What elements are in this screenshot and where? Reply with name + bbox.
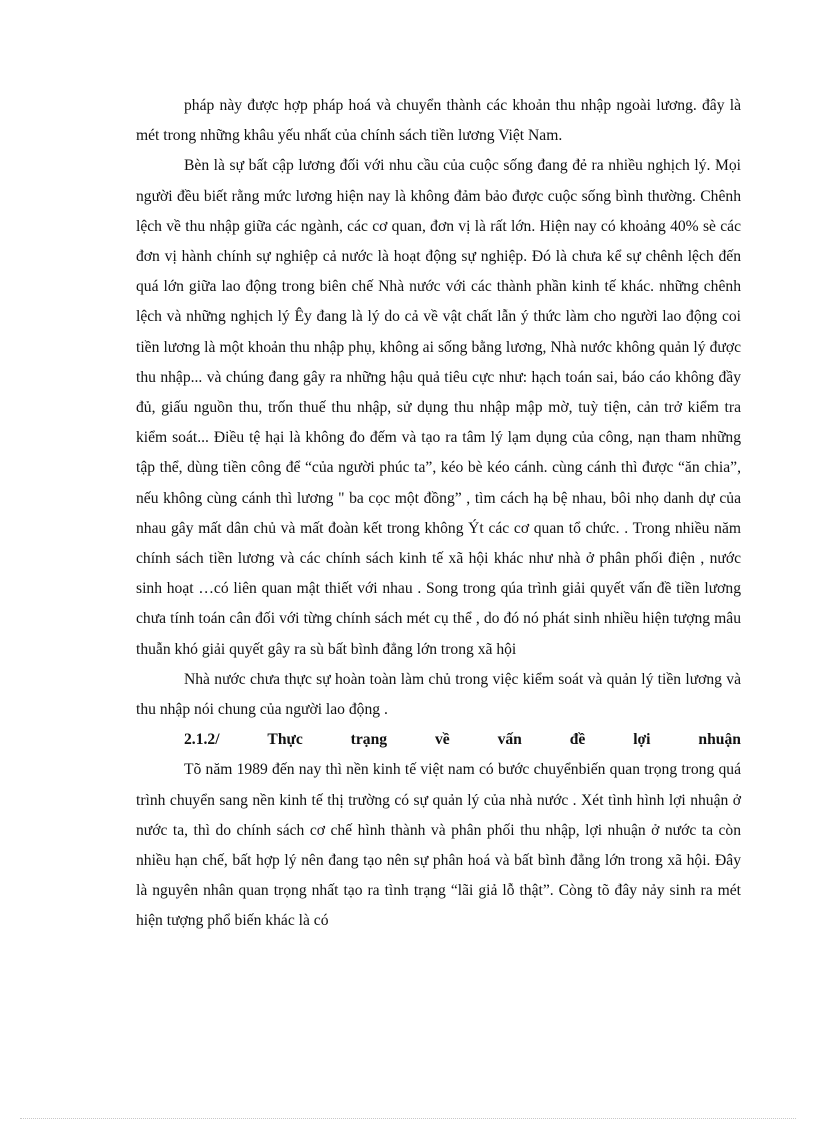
heading-word: vấn bbox=[497, 731, 522, 749]
paragraph-4: Tõ năm 1989 đến nay thì nền kinh tế việt nam có bước chuyểnbiến quan trọng trong quá trình chuyển sang nền kinh tế thị trường có sự quản lý của nhà nước . Xét tình hình lợi nhuận ở nước ta, thì do chính sách cơ chế hình thành và phân phối thu nhập, lợi nhuận ở nước ta còn nhiều hạn chế, bất hợp lý nên đang tạo nên sự phân hoá và bất bình đẳng lớn trong xã hội. Đây là nguyên nhân quan trọng nhất tạo ra tình trạng “lãi giả lỗ thật”. Còng tõ đây nảy sinh ra mét hiện tượng phổ biến khác là có bbox=[136, 761, 741, 930]
document-body bbox=[136, 91, 741, 937]
paragraph-3: Nhà nước chưa thực sự hoàn toàn làm chủ trong việc kiểm soát và quản lý tiền lương và thu nhập nói chung của người lao động . bbox=[136, 670, 741, 719]
heading-word: về bbox=[434, 731, 450, 749]
heading-word: Thực bbox=[267, 731, 303, 749]
section-heading bbox=[136, 725, 741, 755]
heading-word: nhuận bbox=[698, 731, 741, 749]
heading-word: lợi bbox=[633, 731, 651, 749]
page-bottom-border bbox=[20, 1118, 796, 1119]
heading-word: đề bbox=[569, 731, 586, 749]
heading-word: trạng bbox=[350, 731, 388, 749]
paragraph-1: pháp này được hợp pháp hoá và chuyển thành các khoản thu nhập ngoài lương. đây là mét trong những khâu yếu nhất của chính sách tiền lương Việt Nam. bbox=[136, 97, 741, 145]
paragraph-2: Bèn là sự bất cập lương đối với nhu cầu của cuộc sống đang đẻ ra nhiều nghịch lý. Mọi người đều biết rằng mức lương hiện nay là không đảm bảo được cuộc sống bình thường. Chênh lệch về thu nhập giữa các ngành, các cơ quan, đơn vị là rất lớn. Hiện nay có khoảng 40% sè các đơn vị hành chính sự nghiệp cả nước là hoạt động sự nghiệp. Đó là chưa kể sự chênh lệch đến quá lớn giữa lao động trong biên chế Nhà nước với các thành phần kinh tế khác. những chênh lệch và những nghịch lý Êy đang là lý do cả về vật chất lẫn ý thức làm cho người lao động coi tiền lương là một khoản thu nhập phụ, không ai sống bằng lương, Nhà nước không quản lý được thu nhập... và chúng đang gây ra những hậu quả tiêu cực như: hạch toán sai, báo cáo không đầy đủ, giấu nguồn thu, trốn thuế thu nhập, sử dụng thu nhập mập mờ, tuỳ tiện, cản trở kiểm tra kiểm soát... Điều tệ hại là không đo đếm và tạo ra tâm lý lạm dụng của công, nạn tham những tập thể, dùng tiền công để “của người phúc ta”, kéo bè kéo cánh. cùng cánh thì được “ăn chia”, nếu không cùng cánh thì lương " ba cọc một đồng” , tìm cách hạ bệ nhau, bôi nhọ danh dự của nhau gây mất dân chủ và mất đoàn kết trong không Ýt các cơ quan tổ chức. . Trong nhiều năm chính sách tiền lương và các chính sách kinh tế xã hội khác như nhà ở phân phối điện , nước sinh hoạt …có liên quan mật thiết với nhau . Song trong qúa trình giải quyết vấn đề tiền lương chưa tính toán cân đối với từng chính sách mét cụ thể , do đó nó phát sinh nhiều hiện tượng mâu thuẫn khó giải quyết gây ra sù bất bình đẳng lớn trong xã hội bbox=[136, 157, 741, 658]
heading-word: 2.1.2/ bbox=[184, 731, 220, 749]
